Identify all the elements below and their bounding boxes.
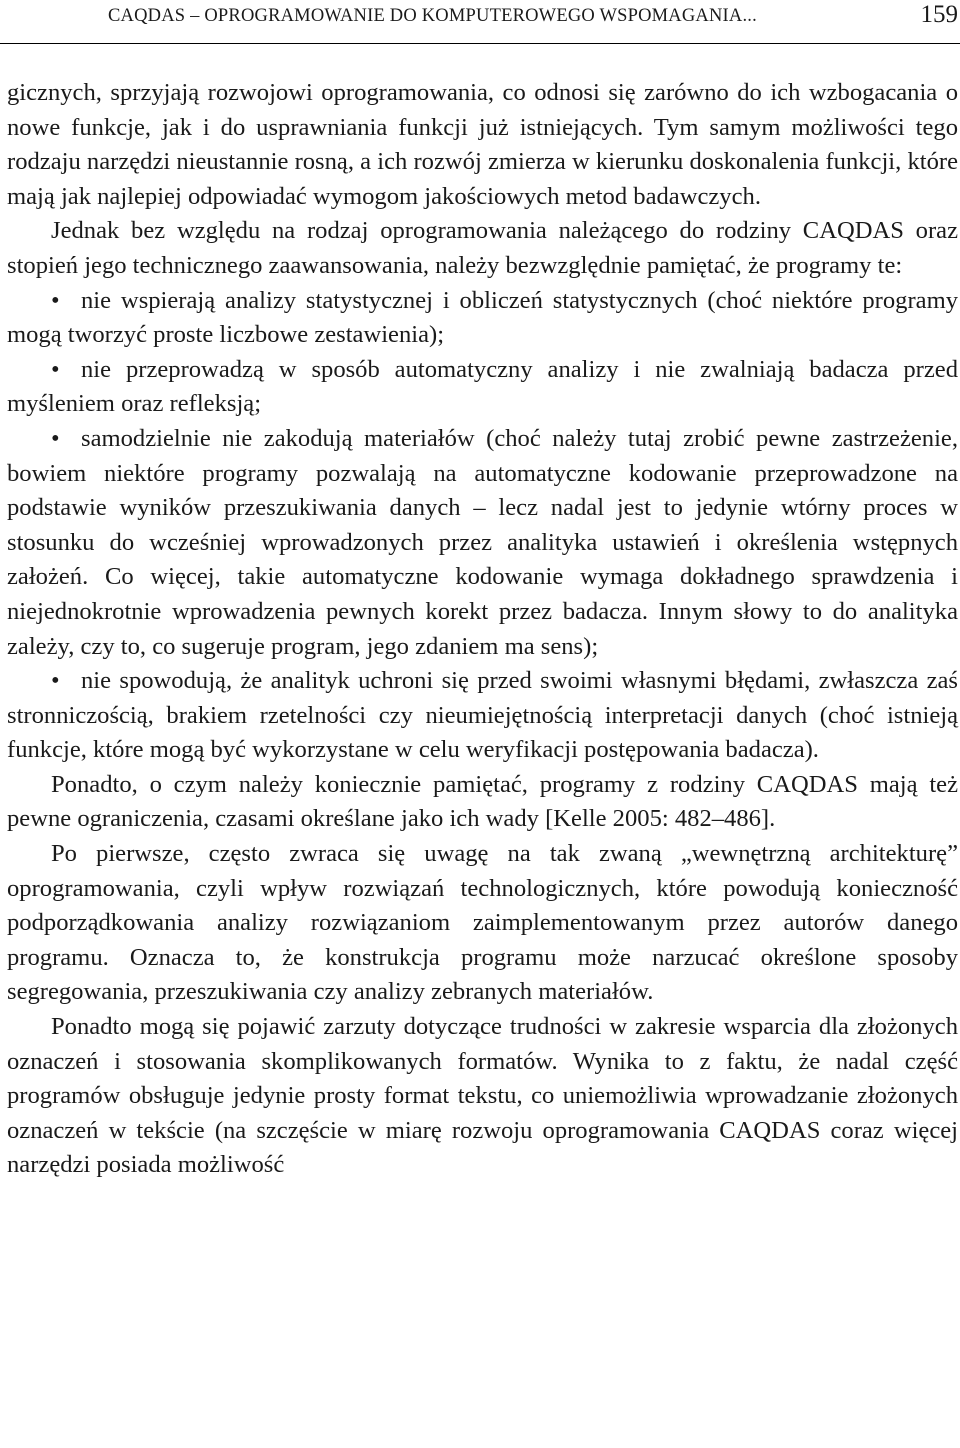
bullet-mark: • [51,667,60,695]
running-head: CAQDAS – OPROGRAMOWANIE DO KOMPUTEROWEGO WSPOMAGANIA... [108,6,757,26]
bullet-mark: • [51,424,60,452]
paragraph-limitations: Ponadto, o czym należy koniecznie pamiętać, programy z rodziny CAQDAS mają też pewne ograniczenia, czasami określane jako ich wady [Kelle 2005: 482–486]. [7,770,958,833]
list-item-text: samodzielnie nie zakodują materiałów (choć należy tutaj zrobić pewne zastrzeżenie, bowiem niektóre programy pozwalają na automatyczne kodowanie przeprowadzone na podstawie wyników przeszukiwania danych – lecz nadal jest to jedynie wtórny proces w stosunku do wcześniej wprowadzonych przez analityka ustawień i określenia wstępnych założeń. Co więcej, takie automatyczne kodowanie wymaga dokładnego sprawdzenia i niejednokrotnie wprowadzenia pewnych korekt przez badacza. Innym słowy to do analityka zależy, czy to, co sugeruje program, jego zdaniem ma sens); [7,424,958,660]
page-number: 159 [920,1,958,28]
bullet-mark: • [51,355,60,383]
bullet-mark: • [51,286,60,314]
paragraph-architecture: Po pierwsze, często zwraca się uwagę na tak zwaną „wewnętrzną architekturę” oprogramowania, czyli wpływ rozwiązań technologicznych, które powodują konieczność podporządkowania analizy rozwiązaniom zaimplementowanym przez autorów danego programu. Oznacza to, że konstrukcja programu może narzucać określone sposoby segregowania, przeszukiwania czy analizy zebranych materiałów. [7,840,958,1006]
list-item [7,353,958,422]
list-item [7,664,958,768]
list-item-text: nie wspierają analizy statystycznej i obliczeń statystycznych (choć niektóre programy mogą tworzyć proste liczbowe zestawienia); [7,286,958,349]
paragraph-formats: Ponadto mogą się pojawić zarzuty dotyczące trudności w zakresie wsparcia dla złożonych oznaczeń i stosowania skomplikowanych formatów. Wynika to z faktu, że nadal część programów obsługuje jedynie prosty format tekstu, co uniemożliwia wprowadzanie złożonych oznaczeń w tekście (na szczęście w miarę rozwoju oprogramowania CAQDAS coraz więcej narzędzi posiada możliwość [7,1013,958,1179]
list-item [7,422,958,664]
paragraph-continued: gicznych, sprzyjają rozwojowi oprogramowania, co odnosi się zarówno do ich wzbogacania o nowe funkcje, jak i do usprawniania funkcji już istniejących. Tym samym możliwości tego rodzaju narzędzi nieustannie rosną, a ich rozwój zmierza w kierunku doskonalenia funkcji, które mają jak najlepiej odpowiadać wymogom jakościowych metod badawczych. [7,79,958,210]
paragraph-intro-list: Jednak bez względu na rodzaj oprogramowania należącego do rodziny CAQDAS oraz stopień jego technicznego zaawansowania, należy bezwzględnie pamiętać, że programy te: [7,217,958,279]
list-item [7,284,958,353]
list-item-text: nie przeprowadzą w sposób automatyczny analizy i nie zwalniają badacza przed myśleniem oraz refleksją; [7,355,958,418]
list-item-text: nie spowodują, że analityk uchroni się przed swoimi własnymi błędami, zwłaszcza zaś stronniczością, brakiem rzetelności czy nieumiejętnością interpretacji danych (choć istnieją funkcje, które mogą być wykorzystane w celu weryfikacji postępowania badacza). [7,667,958,764]
page-header [0,0,960,44]
body-text [7,76,958,1183]
